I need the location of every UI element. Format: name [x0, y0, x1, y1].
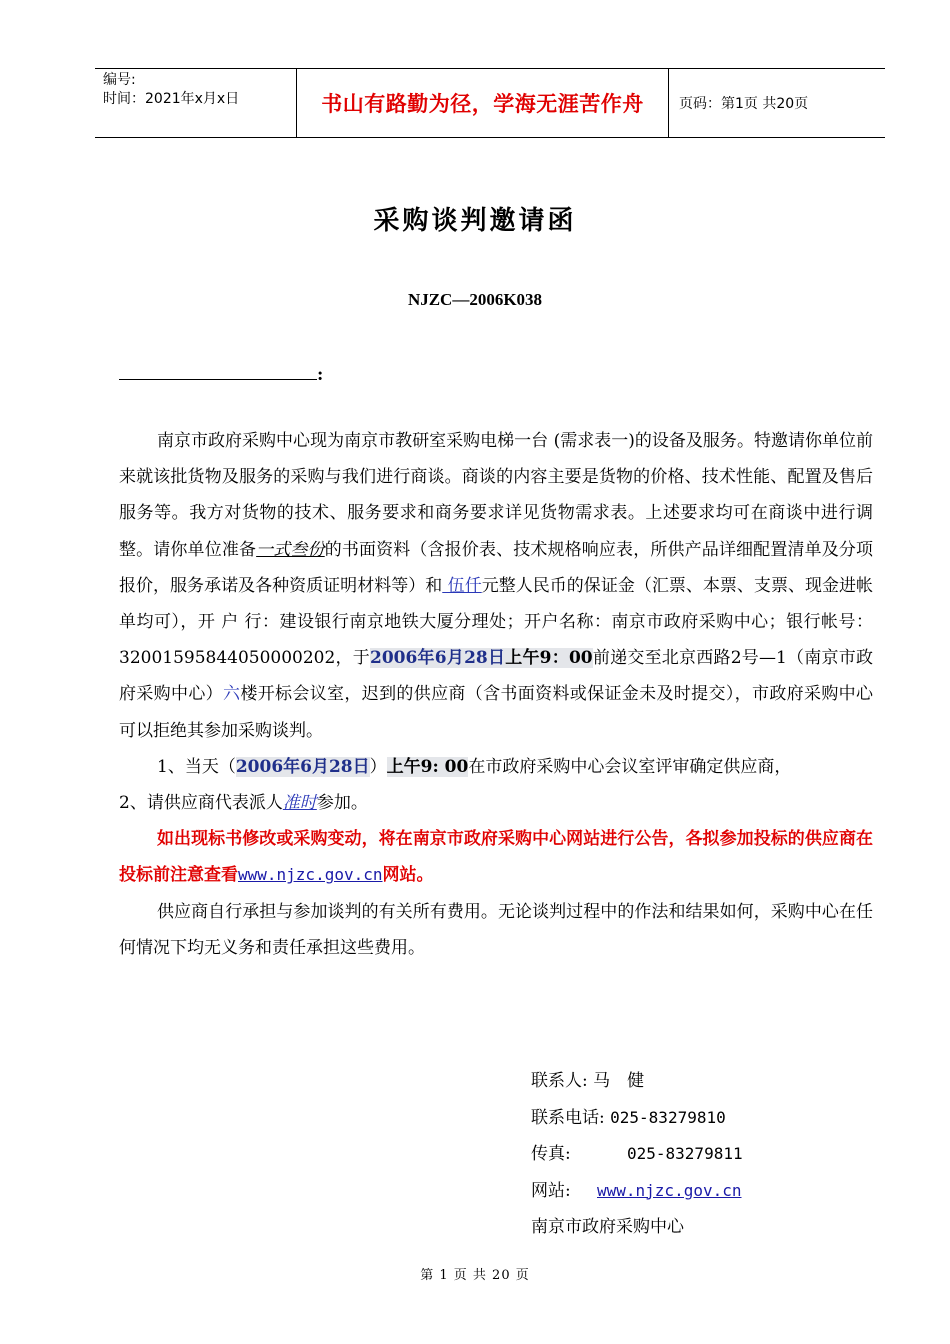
contact-fax-label: 传真:: [531, 1144, 571, 1164]
contact-phone: 025-83279810: [610, 1107, 726, 1127]
p3-text-1: 2、请供应商代表派人: [119, 793, 283, 814]
paragraph-3: [119, 785, 873, 821]
addressee-blank: [119, 363, 317, 380]
p1-text-2: 的书面资料（含报价表、技术规格响应表，所供产品详细配置清单及分项报价，服务承诺及各种资质证明材料等）和: [119, 539, 874, 596]
p1-text-6: 楼开标会议室，迟到的供应商（含书面资料或保证金未及时提交），市政府采购中心可以拒绝其参加采购谈判。: [119, 684, 874, 741]
document-number: NJZC—2006K038: [407, 290, 543, 309]
contact-fax-row: [531, 1136, 743, 1173]
p1-text-3: 元整人民币的保证金（汇票、本票、支票、现金进帐单均可），开 户 行：建设银行南京地铁大厦分理处；开户名称：南京市政府采购中心；银行帐号：32001595844050000202，于: [119, 575, 874, 669]
p2-time: 上午9: 00: [386, 756, 469, 777]
paragraph-5: 供应商自行承担与参加谈判的有关所有费用。无论谈判过程中的作法和结果如何，采购中心在任何情况下均无义务和责任承担这些费用。: [119, 901, 873, 958]
page-header: [95, 68, 885, 138]
p2-text-1: 1、当天（: [157, 756, 236, 777]
contact-phone-label: 联系电话:: [531, 1107, 605, 1128]
p4-text-2: 网站。: [382, 865, 434, 886]
contact-site-link[interactable]: www.njzc.gov.cn: [597, 1180, 742, 1200]
p1-copies: 一式叁份: [256, 539, 325, 560]
p4-text-1: 如出现标书修改或采购变动，将在南京市政府采购中心网站进行公告，各拟参加投标的供应商在投标前注意查看: [119, 829, 873, 886]
addressee-colon: :: [317, 365, 324, 385]
p4-website-link[interactable]: www.njzc.gov.cn: [238, 865, 383, 885]
contact-phone-row: [531, 1100, 743, 1137]
p1-date: 2006年6月28日: [370, 648, 506, 669]
addressee-line: [119, 363, 323, 385]
header-number: 编号:: [103, 72, 136, 88]
p1-amount: 伍仟: [442, 575, 482, 596]
p2-date: 2006年6月28日: [235, 756, 370, 777]
p3-ontime: 准时: [282, 793, 317, 814]
contact-org: 南京市政府采购中心: [531, 1217, 684, 1237]
contact-block: [531, 1063, 743, 1246]
p2-text-3: 在市政府采购中心会议室评审确定供应商，: [468, 756, 792, 777]
contact-site-label: 网站:: [531, 1180, 571, 1201]
p1-floor: 六: [223, 684, 241, 705]
contact-org-row: [531, 1209, 743, 1246]
header-meta: [95, 69, 297, 137]
page-footer: 第 1 页 共 20 页: [420, 1268, 530, 1283]
document-title: 采购谈判邀请函: [373, 206, 577, 236]
p1-time: 上午9：00: [505, 648, 593, 669]
header-page-info: 页码：第1页 共20页: [679, 96, 809, 112]
paragraph-1: [119, 423, 873, 749]
p1-text-5: 前递交至北京西路2号—1（南京市政府采购中心）: [119, 648, 873, 705]
letter-body: [119, 423, 873, 966]
paragraph-4-notice: [119, 821, 873, 893]
contact-fax: 025-83279811: [627, 1144, 743, 1163]
paragraph-2: [119, 749, 873, 785]
contact-person-label: 联系人:: [531, 1071, 588, 1091]
contact-person: 马 健: [593, 1071, 645, 1091]
contact-site-row: [531, 1173, 743, 1210]
header-motto: 书山有路勤为径，学海无涯苦作舟: [297, 69, 669, 137]
p3-text-2: 参加。: [316, 793, 368, 814]
contact-person-row: [531, 1063, 743, 1100]
p2-text-2: ）: [369, 756, 387, 777]
header-time: 时间：2021年x月x日: [103, 91, 240, 107]
p1-text-1: 南京市政府采购中心现为南京市教研室采购电梯一台 (需求表一)的设备及服务。特邀请你单位前来就该批货物及服务的采购与我们进行商谈。商谈的内容主要是货物的价格、技术性能、配置及售后服务等。我方对货物的技术、服务要求和商务要求详见货物需求表。上述要求均可在商谈中进行调整。请你单位准备: [119, 431, 873, 560]
